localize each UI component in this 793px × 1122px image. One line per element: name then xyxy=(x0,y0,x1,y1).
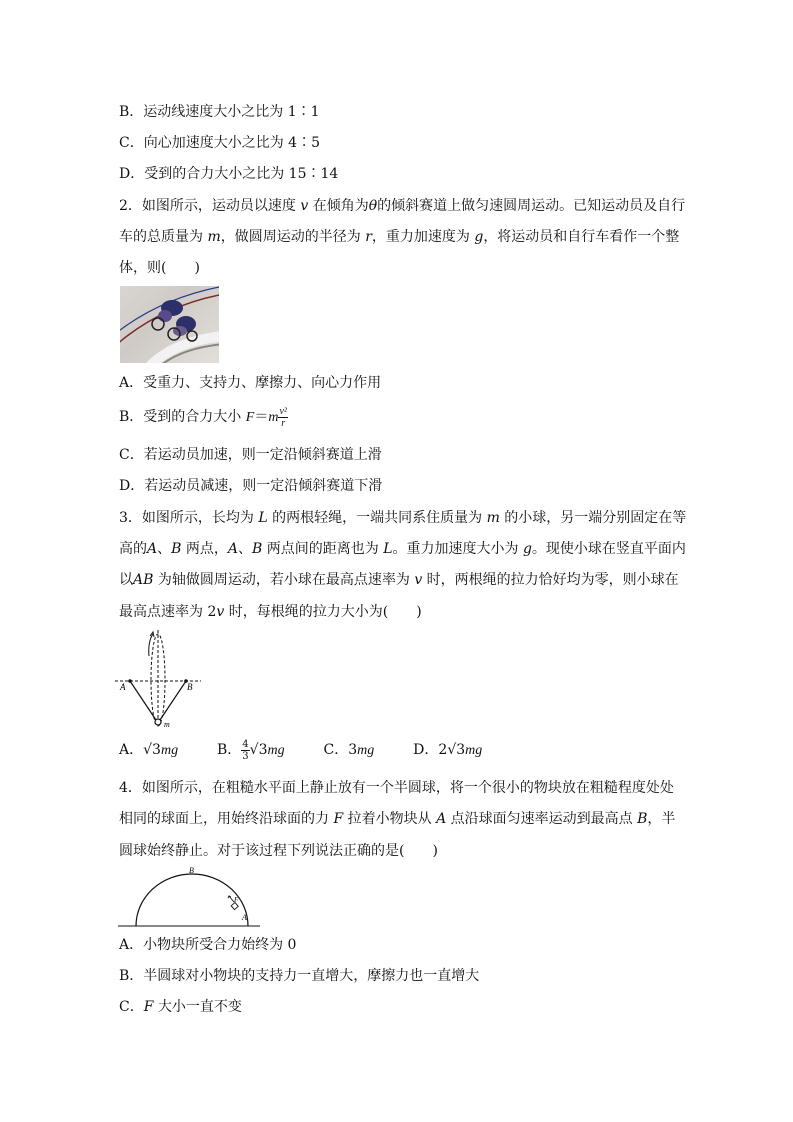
q4-stem-line3: 圆球始终静止。对于该过程下列说法正确的是( ) xyxy=(119,843,438,859)
q2-stem-line2: 车的总质量为 m，做圆周运动的半径为 r，重力加速度为 g，将运动员和自行车看作一个整 xyxy=(119,229,680,245)
svg-text:B: B xyxy=(187,682,193,692)
q4-option-c: C．F 大小一直不变 xyxy=(119,999,242,1015)
q2-stem-line1: 2．如图所示，运动员以速度 v 在倾角为θ的倾斜赛道上做匀速圆周运动。已知运动员及自行 xyxy=(119,198,686,214)
svg-text:A: A xyxy=(120,682,126,692)
q2-option-a: A．受重力、支持力、摩擦力、向心力作用 xyxy=(119,375,382,391)
q4-option-a: A．小物块所受合力始终为 0 xyxy=(119,937,297,953)
svg-text:A: A xyxy=(242,913,247,922)
q3-stem-line3: 以AB 为轴做圆周运动，若小球在最高点速率为 v 时，两根绳的拉力恰好均为零，则小球在 xyxy=(119,572,679,588)
q3-stem-line1: 3．如图所示，长均为 L 的两根轻绳，一端共同系住质量为 m 的小球，另一端分别固定在等 xyxy=(119,510,687,526)
svg-text:m: m xyxy=(164,720,170,729)
rope-a xyxy=(130,681,156,720)
q4-stem-line2: 相同的球面上，用始终沿球面的力 F 拉着小物块从 A 点沿球面匀速率运动到最高点 B，半 xyxy=(119,811,676,827)
hemisphere xyxy=(136,874,248,926)
q4-stem-line1: 4．如图所示，在粗糙水平面上静止放有一个半圆球，将一个很小的物块放在粗糙程度处处 xyxy=(119,780,674,796)
cyclists-photo xyxy=(120,286,219,363)
q1-option-d: D．受到的合力大小之比为 15∶14 xyxy=(119,166,339,182)
q4-option-b: B．半圆球对小物块的支持力一直增大，摩擦力也一直增大 xyxy=(119,968,480,984)
q2-option-c: C．若运动员加速，则一定沿倾斜赛道上滑 xyxy=(119,447,382,463)
svg-text:B: B xyxy=(189,866,194,875)
q4-hemisphere-figure xyxy=(118,862,263,930)
ball xyxy=(155,719,161,725)
q3-rope-figure xyxy=(115,628,205,732)
q1-option-b: B．运动线速度大小之比为 1∶1 xyxy=(119,104,320,120)
q3-stem-line4: 最高点速率为 2v 时，每根绳的拉力大小为( ) xyxy=(119,604,422,620)
svg-text:F: F xyxy=(234,896,239,904)
q2-option-d: D．若运动员减速，则一定沿倾斜赛道下滑 xyxy=(119,478,383,494)
q2-option-b: B．受到的合力大小 F＝m $\frac{\text{v²}}{r}$ xyxy=(119,405,287,429)
q3-stem-line2: 高的A、B 两点，A、B 两点间的距离也为 L。重力加速度大小为 g。现使小球在竖直平面内 xyxy=(119,541,686,557)
q1-option-c: C．向心加速度大小之比为 4∶5 xyxy=(119,135,320,151)
q2-stem-line3: 体，则( ) xyxy=(119,260,200,276)
q3-options: A．√3mg B． $\frac{4}{3}$ √3mg C．3mg D．2√3mg xyxy=(119,738,483,762)
